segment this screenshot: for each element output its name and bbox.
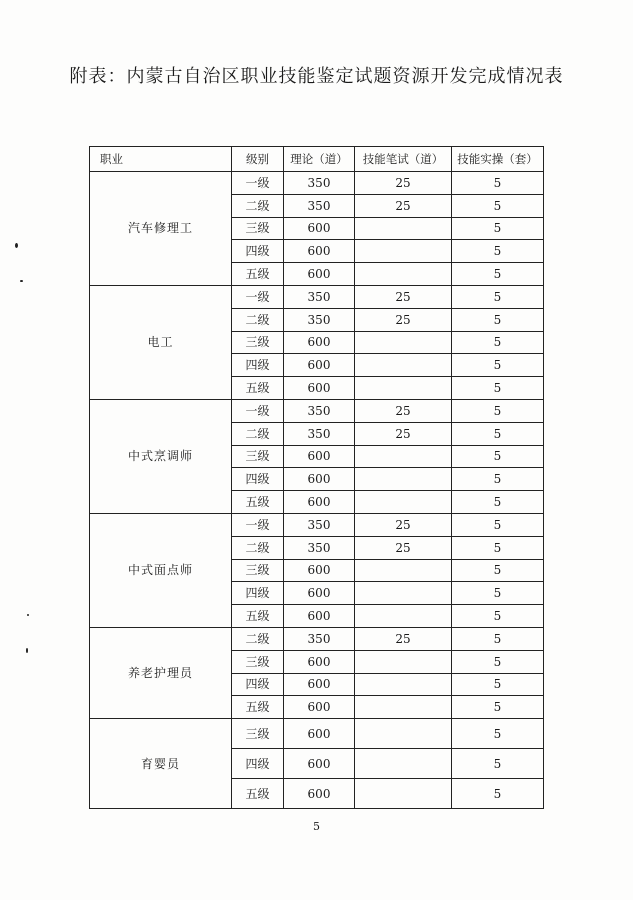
table-row [90, 172, 544, 195]
level-cell: 三级 [232, 217, 284, 240]
level-cell: 五级 [232, 377, 284, 400]
theory-cell: 350 [284, 513, 355, 536]
level-cell: 五级 [232, 696, 284, 719]
table-row [90, 627, 544, 650]
skill-written-cell [355, 582, 452, 605]
skill-written-cell [355, 673, 452, 696]
skill-practical-cell: 5 [452, 308, 544, 331]
theory-cell: 600 [284, 582, 355, 605]
theory-cell: 350 [284, 285, 355, 308]
skill-practical-cell: 5 [452, 240, 544, 263]
level-cell: 四级 [232, 240, 284, 263]
level-cell: 二级 [232, 194, 284, 217]
skill-written-cell [355, 650, 452, 673]
theory-cell: 600 [284, 779, 355, 809]
occupation-cell: 养老护理员 [90, 627, 232, 718]
theory-cell: 350 [284, 422, 355, 445]
scan-speck [26, 648, 28, 653]
skill-practical-cell: 5 [452, 536, 544, 559]
skill-practical-cell: 5 [452, 263, 544, 286]
skill-practical-cell: 5 [452, 377, 544, 400]
occupation-cell: 育婴员 [90, 719, 232, 809]
skill-written-cell: 25 [355, 308, 452, 331]
header-skill-practical: 技能实操（套） [452, 147, 544, 172]
skill-practical-cell: 5 [452, 285, 544, 308]
theory-cell: 600 [284, 468, 355, 491]
scan-speck [15, 243, 18, 248]
skill-written-cell [355, 749, 452, 779]
level-cell: 四级 [232, 749, 284, 779]
theory-cell: 600 [284, 673, 355, 696]
theory-cell: 600 [284, 696, 355, 719]
level-cell: 五级 [232, 605, 284, 628]
theory-cell: 600 [284, 559, 355, 582]
level-cell: 五级 [232, 263, 284, 286]
skill-practical-cell: 5 [452, 172, 544, 195]
skill-practical-cell: 5 [452, 331, 544, 354]
skill-practical-cell: 5 [452, 650, 544, 673]
skill-written-cell [355, 263, 452, 286]
level-cell: 一级 [232, 513, 284, 536]
skill-practical-cell: 5 [452, 696, 544, 719]
theory-cell: 600 [284, 217, 355, 240]
skill-practical-cell: 5 [452, 491, 544, 514]
skill-written-cell: 25 [355, 172, 452, 195]
skill-written-cell [355, 240, 452, 263]
skill-practical-cell: 5 [452, 719, 544, 749]
skill-written-cell [355, 605, 452, 628]
level-cell: 四级 [232, 582, 284, 605]
skill-practical-cell: 5 [452, 582, 544, 605]
level-cell: 三级 [232, 559, 284, 582]
level-cell: 一级 [232, 172, 284, 195]
skill-practical-cell: 5 [452, 673, 544, 696]
theory-cell: 350 [284, 399, 355, 422]
level-cell: 三级 [232, 719, 284, 749]
theory-cell: 350 [284, 536, 355, 559]
occupation-table [89, 146, 544, 809]
level-cell: 四级 [232, 673, 284, 696]
table-row [90, 719, 544, 749]
skill-written-cell: 25 [355, 399, 452, 422]
skill-written-cell: 25 [355, 536, 452, 559]
skill-practical-cell: 5 [452, 217, 544, 240]
skill-practical-cell: 5 [452, 605, 544, 628]
theory-cell: 600 [284, 331, 355, 354]
skill-written-cell [355, 445, 452, 468]
skill-written-cell [355, 377, 452, 400]
theory-cell: 600 [284, 240, 355, 263]
skill-practical-cell: 5 [452, 559, 544, 582]
skill-practical-cell: 5 [452, 468, 544, 491]
skill-written-cell [355, 491, 452, 514]
table-row [90, 285, 544, 308]
level-cell: 五级 [232, 491, 284, 514]
theory-cell: 600 [284, 354, 355, 377]
theory-cell: 600 [284, 749, 355, 779]
skill-practical-cell: 5 [452, 194, 544, 217]
level-cell: 二级 [232, 308, 284, 331]
theory-cell: 600 [284, 377, 355, 400]
level-cell: 二级 [232, 422, 284, 445]
skill-written-cell: 25 [355, 194, 452, 217]
skill-written-cell [355, 559, 452, 582]
skill-written-cell [355, 354, 452, 377]
level-cell: 四级 [232, 354, 284, 377]
document-title: 附表：内蒙古自治区职业技能鉴定试题资源开发完成情况表 [69, 66, 564, 87]
skill-practical-cell: 5 [452, 422, 544, 445]
skill-practical-cell: 5 [452, 779, 544, 809]
skill-written-cell: 25 [355, 513, 452, 536]
skill-written-cell: 25 [355, 627, 452, 650]
level-cell: 二级 [232, 536, 284, 559]
level-cell: 四级 [232, 468, 284, 491]
header-level: 级别 [232, 147, 284, 172]
level-cell: 三级 [232, 445, 284, 468]
level-cell: 三级 [232, 650, 284, 673]
skill-written-cell [355, 331, 452, 354]
occupation-cell: 中式烹调师 [90, 399, 232, 513]
theory-cell: 600 [284, 445, 355, 468]
skill-practical-cell: 5 [452, 399, 544, 422]
skill-written-cell [355, 468, 452, 491]
skill-practical-cell: 5 [452, 749, 544, 779]
table-row [90, 513, 544, 536]
skill-written-cell [355, 696, 452, 719]
skill-written-cell [355, 719, 452, 749]
header-theory: 理论（道） [284, 147, 355, 172]
level-cell: 一级 [232, 399, 284, 422]
theory-cell: 600 [284, 650, 355, 673]
skill-practical-cell: 5 [452, 354, 544, 377]
theory-cell: 600 [284, 263, 355, 286]
theory-cell: 600 [284, 719, 355, 749]
level-cell: 五级 [232, 779, 284, 809]
theory-cell: 350 [284, 308, 355, 331]
header-skill-written: 技能笔试（道） [355, 147, 452, 172]
theory-cell: 350 [284, 194, 355, 217]
table-body [90, 172, 544, 809]
scan-speck [27, 614, 29, 616]
table-row [90, 399, 544, 422]
occupation-cell: 汽车修理工 [90, 172, 232, 286]
skill-practical-cell: 5 [452, 627, 544, 650]
skill-practical-cell: 5 [452, 513, 544, 536]
occupation-cell: 电工 [90, 285, 232, 399]
level-cell: 一级 [232, 285, 284, 308]
skill-practical-cell: 5 [452, 445, 544, 468]
skill-written-cell [355, 217, 452, 240]
theory-cell: 350 [284, 172, 355, 195]
header-occupation: 职业 [90, 147, 232, 172]
level-cell: 二级 [232, 627, 284, 650]
theory-cell: 600 [284, 491, 355, 514]
header-row [90, 147, 544, 172]
theory-cell: 350 [284, 627, 355, 650]
scan-speck [20, 280, 23, 282]
occupation-cell: 中式面点师 [90, 513, 232, 627]
theory-cell: 600 [284, 605, 355, 628]
page-number: 5 [313, 820, 320, 833]
skill-written-cell: 25 [355, 285, 452, 308]
level-cell: 三级 [232, 331, 284, 354]
skill-written-cell [355, 779, 452, 809]
skill-written-cell: 25 [355, 422, 452, 445]
